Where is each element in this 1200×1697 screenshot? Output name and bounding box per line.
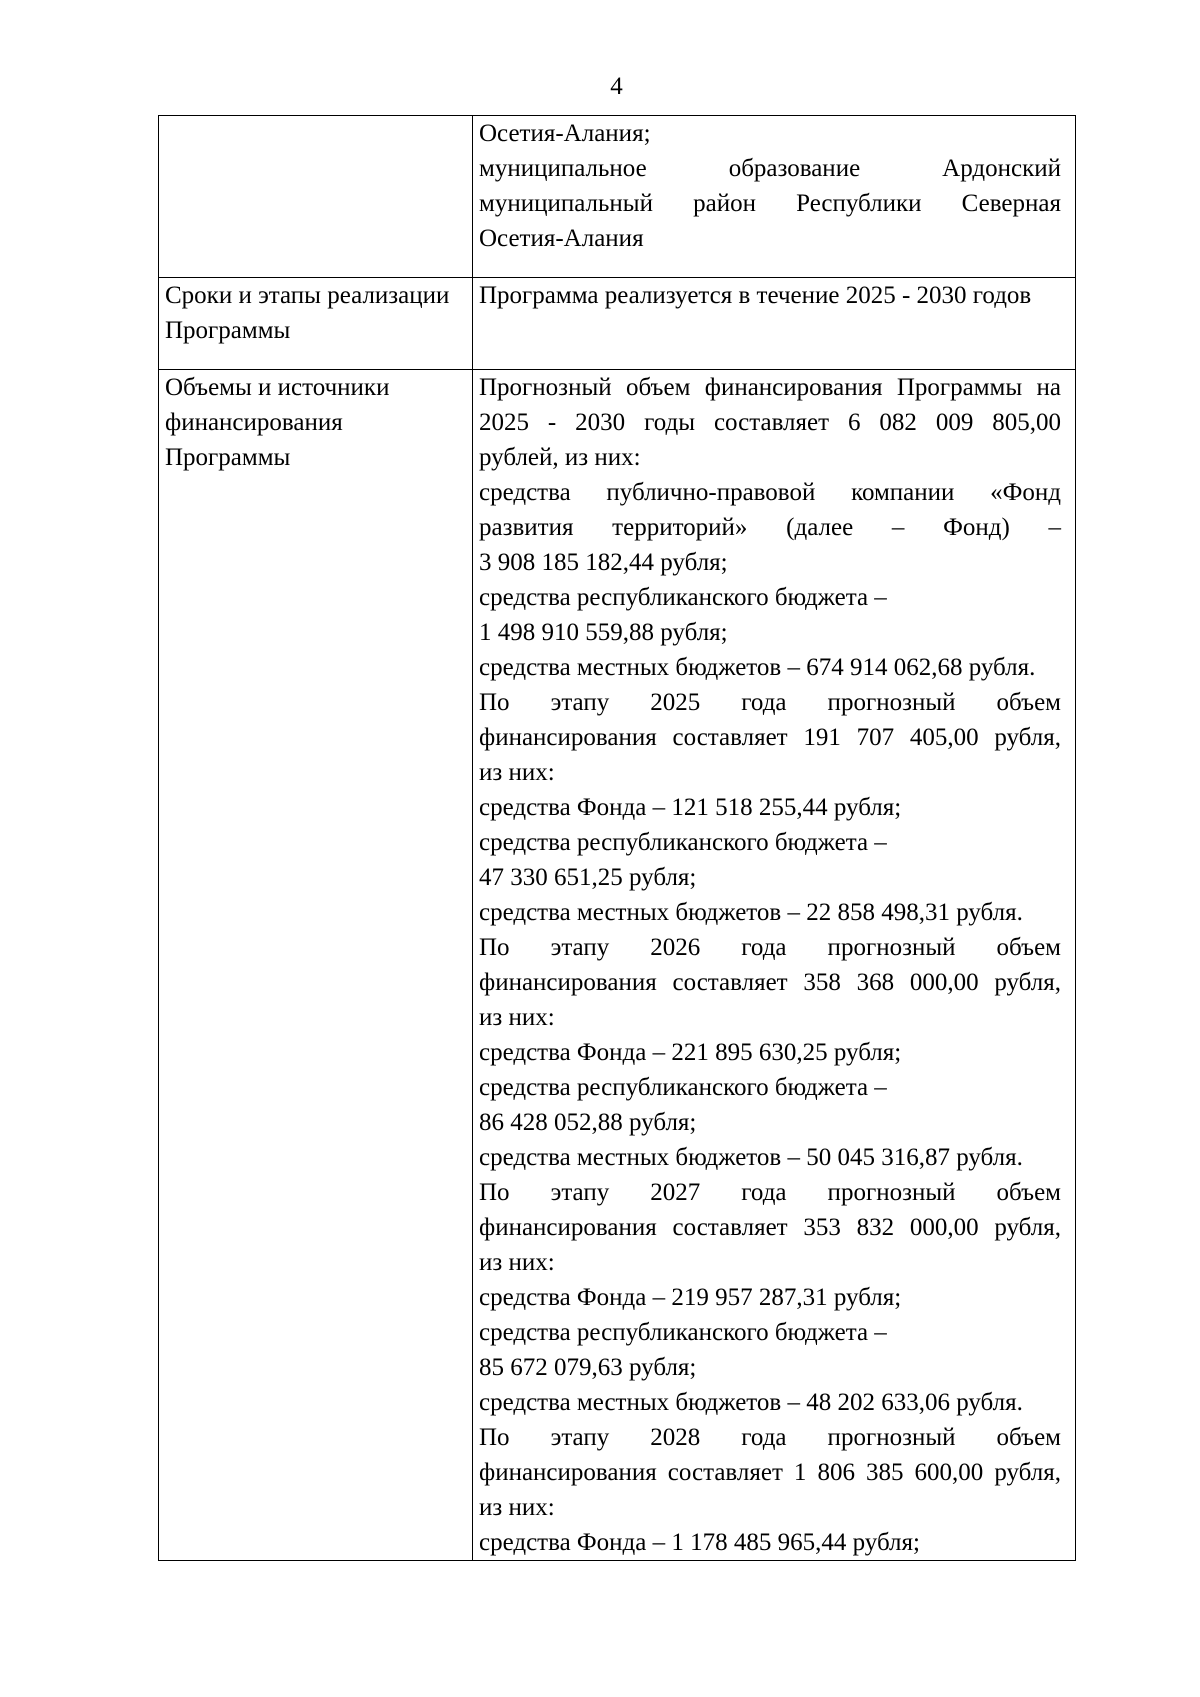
table-row <box>159 116 1076 278</box>
value-line: рублей, из них: <box>479 444 641 471</box>
row-value-cell <box>473 370 1076 1561</box>
page-number: 4 <box>610 73 623 100</box>
value-line: 2025 - 2030 годы составляет 6 082 009 805,00 <box>479 409 1061 436</box>
value-line: По этапу 2025 года прогнозный объем <box>479 689 1061 716</box>
row-label-cell <box>159 116 473 278</box>
label-line: Программы <box>165 444 291 471</box>
label-line: Объемы и источники <box>165 374 390 401</box>
table-row <box>159 278 1076 370</box>
label-line: Программы <box>165 317 291 344</box>
passport-table-body <box>159 116 1076 1561</box>
value-line: финансирования составляет 191 707 405,00 рубля, <box>479 724 1061 751</box>
value-line: средства Фонда – 221 895 630,25 рубля; <box>479 1039 902 1066</box>
value-line: Осетия-Алания; <box>479 120 651 147</box>
value-line: 86 428 052,88 рубля; <box>479 1109 697 1136</box>
value-line: из них: <box>479 1249 555 1276</box>
value-line: средства местных бюджетов – 50 045 316,87 рубля. <box>479 1144 1023 1171</box>
value-line: средства местных бюджетов – 22 858 498,31 рубля. <box>479 899 1023 926</box>
value-line: 85 672 079,63 рубля; <box>479 1354 697 1381</box>
value-line: муниципальный район Республики Северная <box>479 190 1061 217</box>
value-line: средства республиканского бюджета – <box>479 1074 887 1101</box>
program-passport-table <box>158 115 1076 1561</box>
value-line: По этапу 2028 года прогнозный объем <box>479 1424 1061 1451</box>
table-row <box>159 370 1076 1561</box>
value-line: средства Фонда – 121 518 255,44 рубля; <box>479 794 902 821</box>
value-line: финансирования составляет 1 806 385 600,00 рубля, <box>479 1459 1061 1486</box>
row-value-cell <box>473 116 1076 278</box>
value-line: средства республиканского бюджета – <box>479 829 887 856</box>
value-line: средства республиканского бюджета – <box>479 584 887 611</box>
value-line: средства Фонда – 1 178 485 965,44 рубля; <box>479 1529 920 1556</box>
row-label-cell <box>159 278 473 370</box>
value-line: По этапу 2027 года прогнозный объем <box>479 1179 1061 1206</box>
value-line: По этапу 2026 года прогнозный объем <box>479 934 1061 961</box>
value-line: из них: <box>479 759 555 786</box>
row-value-cell <box>473 278 1076 370</box>
value-line: из них: <box>479 1494 555 1521</box>
value-line: развития территорий» (далее – Фонд) – <box>479 514 1061 541</box>
value-line: Программа реализуется в течение 2025 - 2030 годов <box>479 282 1032 309</box>
value-line: средства местных бюджетов – 48 202 633,06 рубля. <box>479 1389 1023 1416</box>
value-line: из них: <box>479 1004 555 1031</box>
value-line: муниципальное образование Ардонский <box>479 155 1061 182</box>
value-line: средства публично-правовой компании «Фонд <box>479 479 1061 506</box>
label-line: Сроки и этапы реализации <box>165 282 450 309</box>
label-line: финансирования <box>165 409 343 436</box>
value-line: финансирования составляет 353 832 000,00 рубля, <box>479 1214 1061 1241</box>
row-label-cell <box>159 370 473 1561</box>
value-line: финансирования составляет 358 368 000,00 рубля, <box>479 969 1061 996</box>
value-line: 1 498 910 559,88 рубля; <box>479 619 728 646</box>
value-line: Прогнозный объем финансирования Программы на <box>479 374 1061 401</box>
value-line: средства местных бюджетов – 674 914 062,68 рубля. <box>479 654 1036 681</box>
value-line: средства Фонда – 219 957 287,31 рубля; <box>479 1284 902 1311</box>
value-line: Осетия-Алания <box>479 225 644 252</box>
value-line: средства республиканского бюджета – <box>479 1319 887 1346</box>
value-line: 47 330 651,25 рубля; <box>479 864 697 891</box>
value-line: 3 908 185 182,44 рубля; <box>479 549 728 576</box>
